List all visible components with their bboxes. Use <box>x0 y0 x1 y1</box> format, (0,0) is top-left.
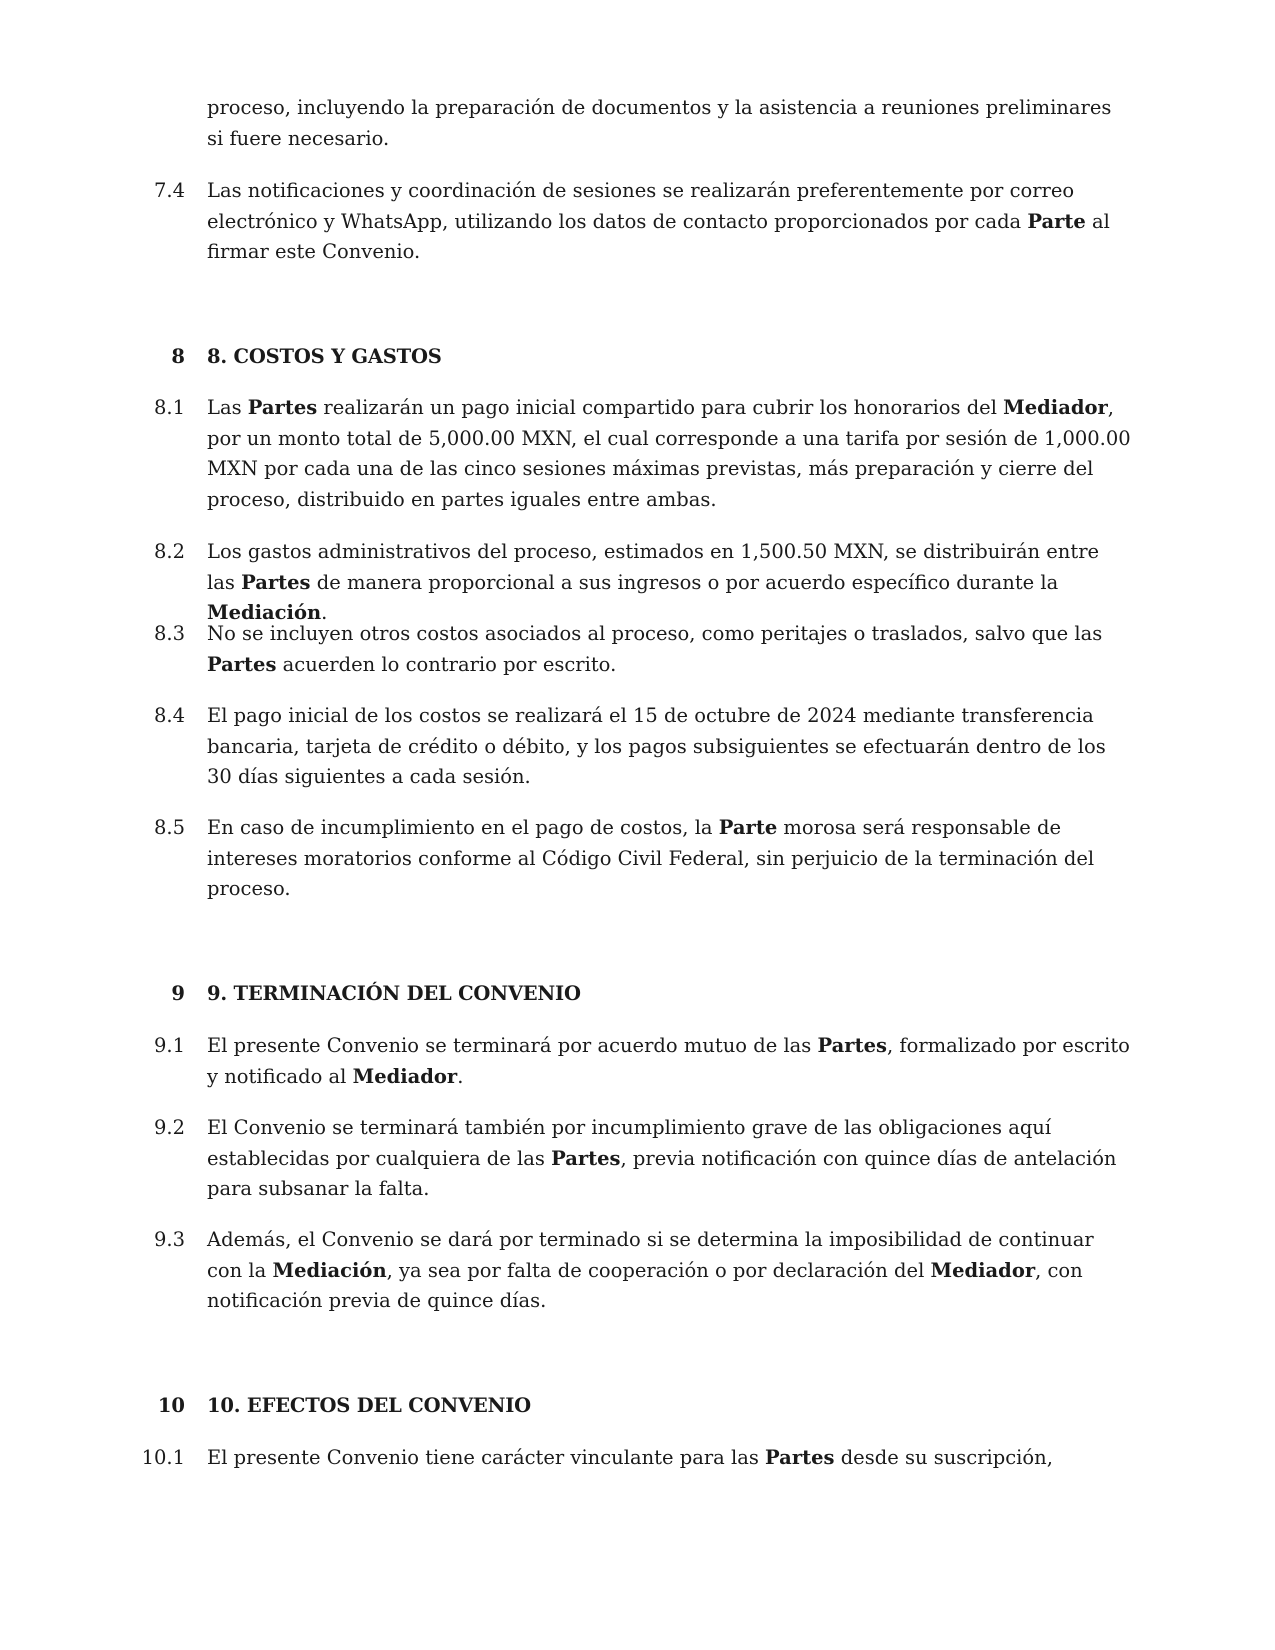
clause-number: 10.1 <box>141 1446 185 1469</box>
text-run: morosa será responsable de intereses moratorios conforme al Código Civil Federal, sin perjuicio de la terminación del proceso. <box>207 816 1095 900</box>
text-run: , con notificación previa de quince días. <box>207 1258 1083 1312</box>
clause-text <box>207 1391 1132 1422</box>
clause-text <box>207 1113 1132 1205</box>
defined-term: Partes <box>765 1446 835 1469</box>
text-run: El Convenio se terminará también por incumplimiento grave de las obligaciones aquí establecidas por cualquiera de las <box>207 1116 1052 1170</box>
text-run: desde su suscripción, <box>834 1446 1053 1469</box>
text-run: Además, el Convenio se dará por terminado si se determina la imposibilidad de continuar con la <box>207 1228 1094 1282</box>
defined-term: Mediador <box>930 1258 1036 1282</box>
text-run: al firmar este Convenio. <box>207 209 1110 263</box>
defined-term: Parte <box>1027 209 1086 233</box>
clause-number: 9.1 <box>153 1034 185 1057</box>
clause-number: 9.3 <box>153 1228 185 1251</box>
text-run: El presente Convenio se terminará por acuerdo mutuo de las <box>207 1034 818 1057</box>
text-run: 8. COSTOS Y GASTOS <box>207 345 442 368</box>
defined-term: Parte <box>718 816 778 839</box>
text-run: , previa notificación con quince días de antelación para subsanar la falta. <box>207 1146 1117 1200</box>
text-run: . <box>321 601 328 624</box>
defined-term: Partes <box>817 1034 887 1057</box>
text-run: El presente Convenio tiene carácter vinculante para las <box>207 1446 766 1469</box>
clause-text <box>207 1443 1132 1474</box>
clause-number: 10 <box>157 1394 185 1417</box>
clause-number: 7.4 <box>153 179 185 202</box>
text-run: 10. EFECTOS DEL CONVENIO <box>207 1394 531 1417</box>
defined-term: Mediación <box>207 601 322 624</box>
text-run: realizarán un pago inicial compartido para cubrir los honorarios del <box>317 396 1004 419</box>
text-run: Las notificaciones y coordinación de sesiones se realizarán preferentemente por correo electrónico y WhatsApp, utilizando los datos de contacto proporcionados por cada <box>207 179 1075 233</box>
text-run: , ya sea por falta de cooperación o por declaración del <box>386 1258 931 1282</box>
clause-number: 8.1 <box>153 396 185 419</box>
defined-term: Partes <box>241 570 311 594</box>
clause-text <box>207 701 1132 793</box>
clause-text <box>207 537 1132 629</box>
clause-text <box>207 176 1132 268</box>
text-run: de manera proporcional a sus ingresos o por acuerdo específico durante la <box>310 570 1059 594</box>
clause-number: 8.3 <box>153 622 185 645</box>
clause-text <box>207 619 1132 680</box>
text-run: , por un monto total de 5,000.00 MXN, el cual corresponde a una tarifa por sesión de 1,000.00 MXN por cada una de las cinco sesiones máximas previstas, más preparación y cierre del proceso, distribuido en partes iguales entre ambas. <box>207 396 1131 511</box>
text-run: acuerden lo contrario por escrito. <box>276 652 617 676</box>
text-run: Los gastos administrativos del proceso, estimados en 1,500.50 MXN, se distribuirán entre las <box>207 540 1100 594</box>
text-run: No se incluyen otros costos asociados al proceso, como peritajes o traslados, salvo que las <box>207 622 1103 645</box>
defined-term: Mediador <box>352 1064 458 1088</box>
text-run: 9. TERMINACIÓN DEL CONVENIO <box>207 982 581 1005</box>
text-run: , formalizado por escrito y notificado al <box>207 1034 1130 1088</box>
text-run: Las <box>207 396 248 419</box>
text-run: . <box>457 1064 464 1088</box>
defined-term: Mediación <box>272 1258 387 1282</box>
clause-text <box>207 813 1132 905</box>
clause-text <box>207 979 1132 1010</box>
clause-number: 8.2 <box>153 540 185 563</box>
clause-text <box>207 1031 1132 1092</box>
clause-text <box>207 393 1132 515</box>
defined-term: Partes <box>247 396 318 419</box>
clause-text <box>207 93 1132 154</box>
defined-term: Partes <box>207 652 277 676</box>
defined-term: Partes <box>551 1146 621 1170</box>
clause-number: 9 <box>171 982 185 1005</box>
clause-number: 9.2 <box>153 1116 185 1139</box>
text-run: proceso, incluyendo la preparación de documentos y la asistencia a reuniones preliminares si fuere necesario. <box>207 96 1112 150</box>
defined-term: Mediador <box>1003 396 1108 419</box>
clause-text <box>207 1225 1132 1317</box>
text-run: En caso de incumplimiento en el pago de costos, la <box>207 816 719 839</box>
clause-number: 8.5 <box>153 816 185 839</box>
clause-text <box>207 342 1132 373</box>
clause-number: 8.4 <box>153 704 185 727</box>
text-run: El pago inicial de los costos se realizará el 15 de octubre de 2024 mediante transferencia bancaria, tarjeta de crédito o débito, y los pagos subsiguientes se efectuarán dentro de los 30 días siguientes a cada sesión. <box>207 704 1106 788</box>
clause-number: 8 <box>171 345 185 368</box>
